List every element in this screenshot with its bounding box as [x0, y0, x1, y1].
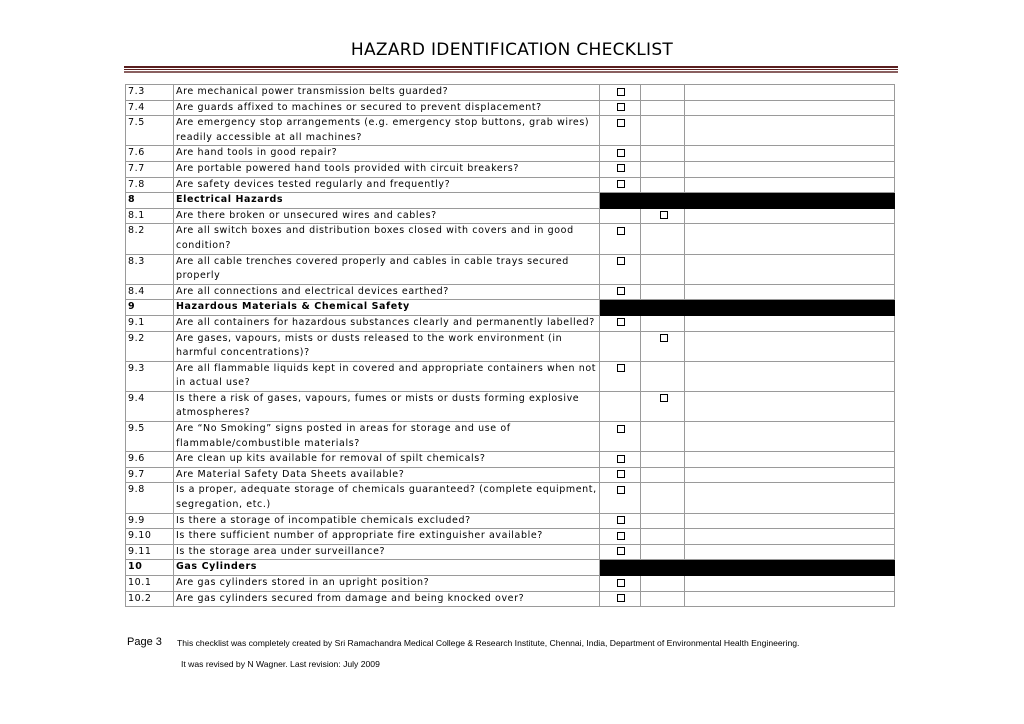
comment-cell — [685, 422, 895, 452]
no-column-cell — [641, 391, 685, 421]
section-title: Electrical Hazards — [174, 193, 600, 209]
item-number: 9.9 — [126, 513, 174, 529]
yes-column-cell — [600, 100, 641, 116]
question-text: Is a proper, adequate storage of chemicals guaranteed? (complete equipment, segregation, etc.) — [174, 483, 600, 513]
yes-column-cell — [600, 483, 641, 513]
checklist-row — [126, 85, 895, 101]
hazard-checklist-table — [125, 84, 895, 607]
checkbox-yes[interactable] — [617, 119, 625, 127]
item-number: 8.1 — [126, 208, 174, 224]
checklist-row — [126, 513, 895, 529]
comment-cell — [685, 513, 895, 529]
section-header-row — [126, 193, 895, 209]
comment-cell — [685, 361, 895, 391]
question-text: Are all containers for hazardous substances clearly and permanently labelled? — [174, 315, 600, 331]
checkbox-yes[interactable] — [617, 516, 625, 524]
no-column-cell — [641, 452, 685, 468]
comment-cell — [685, 529, 895, 545]
item-number: 7.5 — [126, 116, 174, 146]
no-column-cell — [641, 331, 685, 361]
yes-column-cell — [600, 331, 641, 361]
checkbox-yes[interactable] — [617, 594, 625, 602]
checklist-row — [126, 116, 895, 146]
checkbox-yes[interactable] — [617, 180, 625, 188]
question-text: Are Material Safety Data Sheets available? — [174, 467, 600, 483]
comment-cell — [685, 254, 895, 284]
item-number: 9.5 — [126, 422, 174, 452]
checkbox-yes[interactable] — [617, 455, 625, 463]
comment-cell — [685, 85, 895, 101]
question-text: Are all switch boxes and distribution boxes closed with covers and in good condition? — [174, 224, 600, 254]
question-text: Are “No Smoking” signs posted in areas for storage and use of flammable/combustible materials? — [174, 422, 600, 452]
comment-cell — [685, 177, 895, 193]
checklist-row — [126, 529, 895, 545]
no-column-cell — [641, 208, 685, 224]
item-number: 7.8 — [126, 177, 174, 193]
yes-column-cell — [600, 391, 641, 421]
no-column-cell — [641, 483, 685, 513]
checkbox-yes[interactable] — [617, 425, 625, 433]
comment-cell — [685, 161, 895, 177]
comment-cell — [685, 591, 895, 607]
checklist-row — [126, 576, 895, 592]
yes-column-cell — [600, 422, 641, 452]
comment-cell — [685, 467, 895, 483]
yes-column-cell — [600, 315, 641, 331]
checklist-row — [126, 100, 895, 116]
item-number: 8 — [126, 193, 174, 209]
item-number: 8.2 — [126, 224, 174, 254]
item-number: 7.6 — [126, 146, 174, 162]
checkbox-yes[interactable] — [617, 164, 625, 172]
checklist-row — [126, 483, 895, 513]
checklist-body — [126, 85, 895, 607]
question-text: Are there broken or unsecured wires and cables? — [174, 208, 600, 224]
comment-cell — [685, 576, 895, 592]
yes-column-cell — [600, 576, 641, 592]
yes-column-cell — [600, 177, 641, 193]
yes-column-cell — [600, 529, 641, 545]
checklist-row — [126, 591, 895, 607]
title-rule-lower — [124, 71, 898, 73]
yes-column-cell — [600, 513, 641, 529]
comment-cell — [685, 391, 895, 421]
no-column-cell — [641, 85, 685, 101]
no-column-cell — [641, 224, 685, 254]
checklist-row — [126, 208, 895, 224]
checklist-row — [126, 361, 895, 391]
section-shade-no — [641, 193, 685, 209]
yes-column-cell — [600, 284, 641, 300]
comment-cell — [685, 208, 895, 224]
yes-column-cell — [600, 254, 641, 284]
section-shade-yes — [600, 560, 641, 576]
checklist-row — [126, 452, 895, 468]
checkbox-yes[interactable] — [617, 532, 625, 540]
title-rule-thin — [124, 69, 898, 70]
section-shade-comment — [685, 300, 895, 316]
checklist-row — [126, 467, 895, 483]
no-column-cell — [641, 513, 685, 529]
checkbox-yes[interactable] — [617, 287, 625, 295]
checklist-row — [126, 422, 895, 452]
no-column-cell — [641, 177, 685, 193]
checklist-row — [126, 161, 895, 177]
checklist-row — [126, 391, 895, 421]
page-title: HAZARD IDENTIFICATION CHECKLIST — [350, 40, 674, 60]
yes-column-cell — [600, 591, 641, 607]
item-number: 9.6 — [126, 452, 174, 468]
checkbox-no[interactable] — [660, 211, 668, 219]
question-text: Are emergency stop arrangements (e.g. emergency stop buttons, grab wires) readily accessible at all machines? — [174, 116, 600, 146]
yes-column-cell — [600, 452, 641, 468]
comment-cell — [685, 452, 895, 468]
checkbox-no[interactable] — [660, 334, 668, 342]
item-number: 10 — [126, 560, 174, 576]
question-text: Is there a storage of incompatible chemicals excluded? — [174, 513, 600, 529]
item-number: 7.4 — [126, 100, 174, 116]
item-number: 9.8 — [126, 483, 174, 513]
question-text: Is the storage area under surveillance? — [174, 544, 600, 560]
section-shade-comment — [685, 560, 895, 576]
item-number: 9.2 — [126, 331, 174, 361]
no-column-cell — [641, 116, 685, 146]
checkbox-yes[interactable] — [617, 470, 625, 478]
no-column-cell — [641, 315, 685, 331]
item-number: 9.11 — [126, 544, 174, 560]
question-text: Are portable powered hand tools provided with circuit breakers? — [174, 161, 600, 177]
section-shade-comment — [685, 193, 895, 209]
comment-cell — [685, 544, 895, 560]
question-text: Are safety devices tested regularly and frequently? — [174, 177, 600, 193]
comment-cell — [685, 483, 895, 513]
question-text: Are all flammable liquids kept in covered and appropriate containers when not in actual use? — [174, 361, 600, 391]
item-number: 9.4 — [126, 391, 174, 421]
item-number: 8.3 — [126, 254, 174, 284]
yes-column-cell — [600, 208, 641, 224]
no-column-cell — [641, 254, 685, 284]
footer-revision: It was revised by N Wagner. Last revision: July 2009 — [181, 659, 380, 669]
section-header-row — [126, 560, 895, 576]
item-number: 9 — [126, 300, 174, 316]
comment-cell — [685, 284, 895, 300]
yes-column-cell — [600, 224, 641, 254]
item-number: 9.1 — [126, 315, 174, 331]
question-text: Is there a risk of gases, vapours, fumes or mists or dusts forming explosive atmospheres? — [174, 391, 600, 421]
question-text: Are hand tools in good repair? — [174, 146, 600, 162]
item-number: 10.2 — [126, 591, 174, 607]
no-column-cell — [641, 161, 685, 177]
yes-column-cell — [600, 146, 641, 162]
comment-cell — [685, 315, 895, 331]
checklist-row — [126, 146, 895, 162]
checkbox-yes[interactable] — [617, 227, 625, 235]
checklist-row — [126, 177, 895, 193]
comment-cell — [685, 224, 895, 254]
no-column-cell — [641, 529, 685, 545]
question-text: Is there sufficient number of appropriate fire extinguisher available? — [174, 529, 600, 545]
checklist-row — [126, 544, 895, 560]
item-number: 10.1 — [126, 576, 174, 592]
comment-cell — [685, 116, 895, 146]
section-shade-yes — [600, 300, 641, 316]
yes-column-cell — [600, 161, 641, 177]
item-number: 7.3 — [126, 85, 174, 101]
checkbox-yes[interactable] — [617, 547, 625, 555]
section-header-row — [126, 300, 895, 316]
question-text: Are mechanical power transmission belts guarded? — [174, 85, 600, 101]
title-rule — [124, 66, 898, 68]
no-column-cell — [641, 422, 685, 452]
section-shade-no — [641, 560, 685, 576]
checklist-row — [126, 224, 895, 254]
no-column-cell — [641, 467, 685, 483]
section-shade-yes — [600, 193, 641, 209]
question-text: Are gases, vapours, mists or dusts released to the work environment (in harmful concentrations)? — [174, 331, 600, 361]
no-column-cell — [641, 576, 685, 592]
item-number: 9.3 — [126, 361, 174, 391]
checkbox-yes[interactable] — [617, 486, 625, 494]
checkbox-yes[interactable] — [617, 103, 625, 111]
no-column-cell — [641, 146, 685, 162]
checkbox-yes[interactable] — [617, 88, 625, 96]
no-column-cell — [641, 100, 685, 116]
question-text: Are guards affixed to machines or secured to prevent displacement? — [174, 100, 600, 116]
yes-column-cell — [600, 544, 641, 560]
comment-cell — [685, 100, 895, 116]
no-column-cell — [641, 284, 685, 300]
question-text: Are all connections and electrical devices earthed? — [174, 284, 600, 300]
question-text: Are gas cylinders secured from damage and being knocked over? — [174, 591, 600, 607]
section-shade-no — [641, 300, 685, 316]
section-title: Hazardous Materials & Chemical Safety — [174, 300, 600, 316]
item-number: 9.7 — [126, 467, 174, 483]
yes-column-cell — [600, 85, 641, 101]
item-number: 8.4 — [126, 284, 174, 300]
checkbox-yes[interactable] — [617, 364, 625, 372]
checkbox-yes[interactable] — [617, 318, 625, 326]
question-text: Are all cable trenches covered properly and cables in cable trays secured properly — [174, 254, 600, 284]
checkbox-yes[interactable] — [617, 579, 625, 587]
checkbox-yes[interactable] — [617, 257, 625, 265]
checklist-row — [126, 315, 895, 331]
item-number: 9.10 — [126, 529, 174, 545]
comment-cell — [685, 331, 895, 361]
question-text: Are gas cylinders stored in an upright position? — [174, 576, 600, 592]
footer-credit: This checklist was completely created by Sri Ramachandra Medical College & Research Institute, Chennai, India, Department of Environmental Health Engineering. — [177, 638, 800, 648]
no-column-cell — [641, 591, 685, 607]
section-title: Gas Cylinders — [174, 560, 600, 576]
yes-column-cell — [600, 361, 641, 391]
checklist-row — [126, 254, 895, 284]
checkbox-yes[interactable] — [617, 149, 625, 157]
yes-column-cell — [600, 467, 641, 483]
question-text: Are clean up kits available for removal of spilt chemicals? — [174, 452, 600, 468]
comment-cell — [685, 146, 895, 162]
no-column-cell — [641, 361, 685, 391]
checkbox-no[interactable] — [660, 394, 668, 402]
no-column-cell — [641, 544, 685, 560]
checklist-row — [126, 284, 895, 300]
checklist-row — [126, 331, 895, 361]
item-number: 7.7 — [126, 161, 174, 177]
yes-column-cell — [600, 116, 641, 146]
page-number: Page 3 — [127, 636, 162, 648]
